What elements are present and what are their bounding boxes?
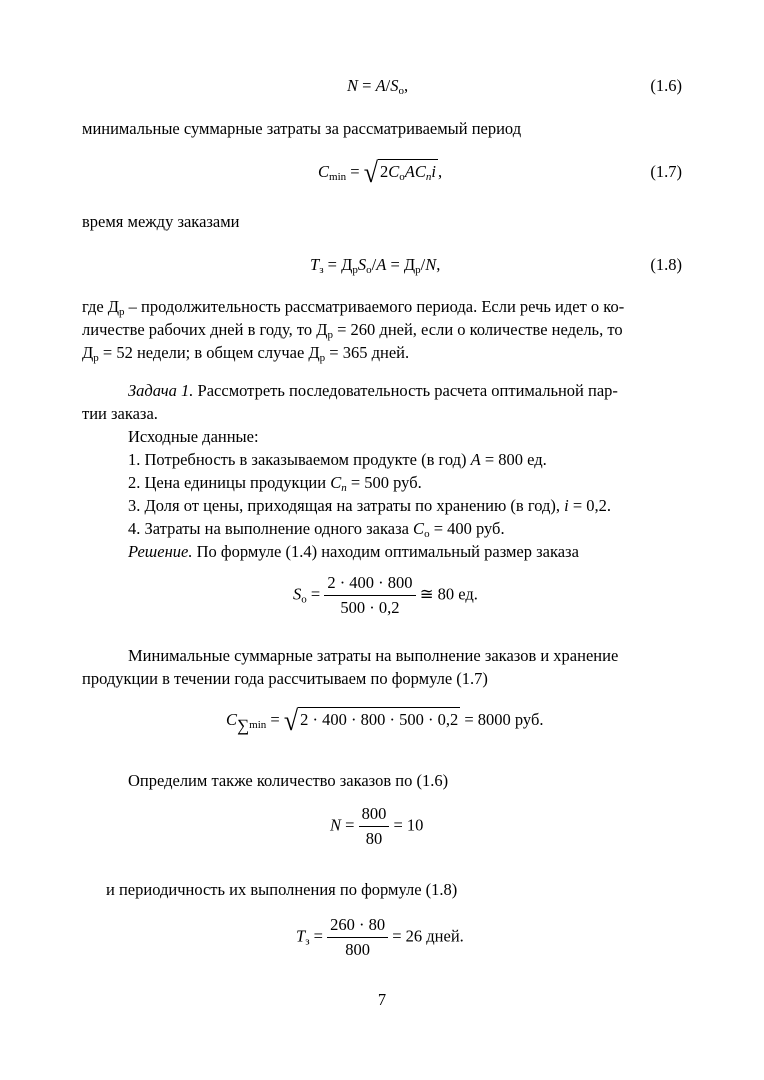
eq-var: C (318, 161, 330, 181)
calc-order-periodicity: $T_з$ = $\frac{260 \cdot 80}{800}$ = 26 дней. (296, 915, 464, 959)
calc-min-total-costs: $C\sum_{min}$ = √ 2 · 400 · 800 · 500 · 0,2 = 8000 руб. (226, 704, 544, 737)
eq-sign: = (358, 76, 376, 95)
eq-sign: = (346, 161, 364, 181)
equation-1-8 (310, 255, 440, 276)
list-item-2: 2. Цена единицы продукции Cп = 500 руб. (128, 473, 422, 494)
eq-tail: , (437, 161, 443, 181)
sqrt-expression: √ 2 · 400 · 800 · 500 · 0,2 (283, 704, 459, 737)
para1-line2: личестве рабочих дней в году, то $Д_р = 260$ дней, если о количестве недель, то (82, 320, 623, 341)
eq-var: S (357, 255, 367, 274)
eq-var: C (388, 162, 400, 181)
eq-op: / (371, 255, 377, 274)
eq-op: / (385, 76, 391, 95)
para2-line2: продукции в течении года рассчитываем по формуле (1.7) (82, 669, 488, 688)
eq-tail: , (436, 255, 441, 274)
calc-order-count: N = $\frac{800}{80}$ = 10 (330, 804, 424, 848)
equation-number-1-8: (1.8) (650, 255, 682, 274)
eq-const: 2 (379, 162, 389, 181)
text-line-min-costs: минимальные суммарные затраты за рассматриваемый период (82, 119, 522, 138)
eq-var: Д (403, 255, 416, 274)
page-number: 7 (377, 990, 387, 1009)
eq-sign: = (386, 255, 404, 274)
solution-label: Решение. (128, 542, 193, 561)
eq-var: C (414, 162, 426, 181)
task-label: Задача 1. (128, 381, 194, 400)
eq-var: Д (341, 255, 353, 274)
eq-var: T (310, 255, 320, 274)
equation-number-1-6: (1.6) (650, 76, 682, 95)
eq-sub: о (366, 264, 372, 276)
eq-var: N (425, 255, 437, 274)
text-line-order-count: Определим также количество заказов по (1.6) (128, 771, 449, 790)
text-line-time-between: время между заказами (82, 212, 240, 231)
equation-number-1-7: (1.7) (650, 162, 682, 181)
eq-sub: п (425, 171, 432, 183)
task-line1: Задача 1. Рассмотреть последовательность расчета оптимальной пар- (128, 381, 618, 400)
eq-sub: р (415, 264, 421, 276)
para2-line1: Минимальные суммарные затраты на выполнение заказов и хранение (128, 646, 619, 665)
equation-1-7 (318, 158, 442, 188)
eq-sub: о (398, 85, 405, 97)
eq-var: A (404, 162, 415, 181)
text-line-periodicity: и периодичность их выполнения по формуле (1.8) (106, 880, 458, 899)
initial-data-heading: Исходные данные: (128, 427, 259, 446)
fraction: $\frac{800}{80}$ (359, 804, 390, 849)
list-item-1: 1. Потребность в заказываемом продукте (в год) A = 800 ед. (128, 450, 547, 469)
eq-sign: = (323, 255, 342, 274)
equation-1-6 (347, 76, 408, 97)
para1-line3: $Д_р = 52$ недели; в общем случае $Д_р = 365$ дней. (82, 343, 410, 364)
list-item-3: 3. Доля от цены, приходящая на затраты по хранению (в год), i = 0,2. (128, 496, 612, 515)
calc-optimal-order-size: $S_о$ = $\frac{2 \cdot 400 \cdot 800}{500 \cdot 0,2}$ ≅ 80 ед. (293, 573, 478, 617)
eq-var: N (347, 76, 359, 95)
fraction: $\frac{2 \cdot 400 \cdot 800}{500 \cdot 0,2}$ (324, 573, 415, 618)
eq-sub: о (399, 171, 405, 183)
eq-var: i (431, 162, 436, 181)
eq-var: S (390, 76, 399, 95)
eq-sub: р (352, 264, 358, 276)
fraction: $\frac{260 \cdot 80}{800}$ (327, 915, 388, 960)
eq-var: A (375, 76, 386, 95)
eq-tail: , (404, 76, 409, 95)
solution-line: Решение. По формуле (1.4) находим оптимальный размер заказа (128, 542, 579, 561)
list-item-4: 4. Затраты на выполнение одного заказа $C_о = 400$ руб. (128, 519, 505, 540)
eq-sub: min (329, 170, 347, 183)
eq-sub: з (319, 264, 324, 276)
para1-line1: где $Д_р$ – продолжительность рассматриваемого периода. Если речь идет о ко- (82, 297, 625, 318)
sqrt-expression: √ $2C_оACпi$ (363, 156, 436, 189)
eq-var: A (376, 255, 387, 274)
task-line2: тии заказа. (82, 404, 158, 423)
eq-op: / (420, 255, 426, 274)
